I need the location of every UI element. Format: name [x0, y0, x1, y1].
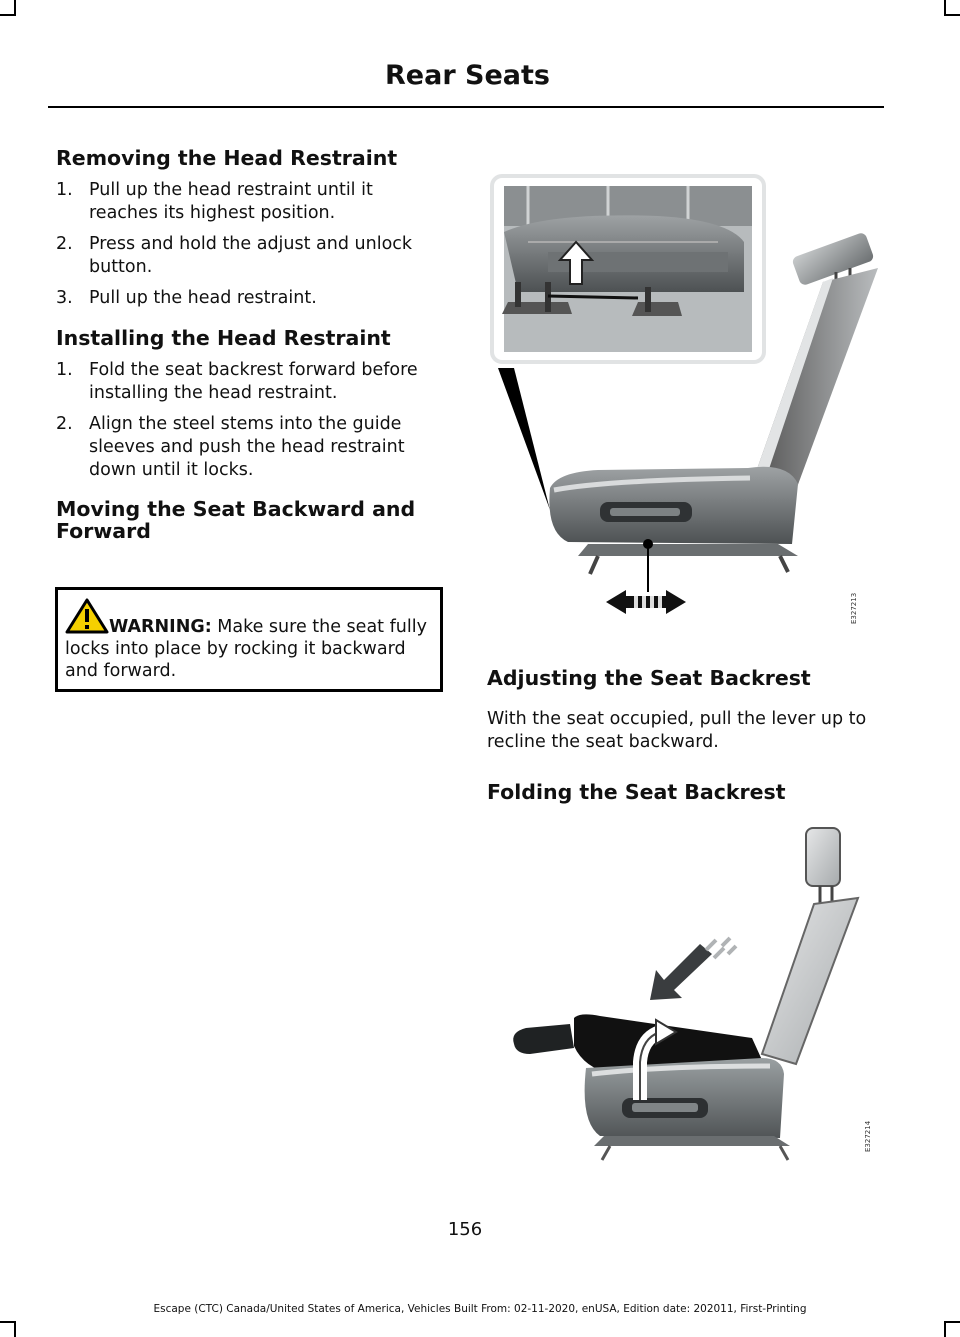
seat-fold-illustration — [500, 822, 890, 1167]
figure-code: E327214 — [864, 1120, 872, 1152]
warning-box — [55, 587, 443, 692]
warning-label: WARNING: — [109, 617, 212, 637]
crop-mark — [0, 1321, 16, 1323]
body-text: With the seat occupied, pull the lever up to recline the seat backward. — [487, 709, 867, 752]
list-item — [56, 359, 446, 405]
section-heading: Installing the Head Restraint — [56, 326, 391, 350]
page-title: Rear Seats — [385, 60, 550, 91]
step-list — [56, 179, 446, 310]
step-number: 2. — [56, 414, 73, 434]
warning-message: Make sure the seat fully locks into place by rocking it backward and forward. — [65, 617, 427, 681]
header-rule — [48, 106, 884, 108]
crop-mark — [944, 14, 960, 16]
step-number: 1. — [56, 360, 73, 380]
list-item — [56, 233, 446, 279]
section-heading: Removing the Head Restraint — [56, 146, 398, 170]
list-item — [56, 413, 446, 482]
step-text: Press and hold the adjust and unlock button. — [89, 234, 413, 277]
crop-mark — [944, 1321, 960, 1323]
footer-text: Escape (CTC) Canada/United States of America, Vehicles Built From: 02-11-2020, enUSA, Edition date: 202011, First-Printing — [153, 1303, 807, 1315]
step-number: 2. — [56, 234, 73, 254]
step-text: Fold the seat backrest forward before installing the head restraint. — [89, 360, 418, 403]
section-heading: Moving the Seat Backward and Forward — [56, 497, 416, 543]
step-list — [56, 359, 446, 482]
list-item — [56, 179, 446, 225]
seat-slide-illustration — [488, 172, 888, 632]
figure-code: E327213 — [850, 592, 858, 624]
crop-mark — [0, 14, 16, 16]
step-text: Pull up the head restraint until it reaches its highest position. — [89, 180, 373, 223]
step-number: 1. — [56, 180, 73, 200]
section-heading: Folding the Seat Backrest — [487, 780, 786, 804]
left-column — [56, 146, 446, 542]
step-text: Align the steel stems into the guide sleeves and push the head restraint down until it locks. — [89, 414, 405, 480]
page-number: 156 — [447, 1219, 483, 1240]
step-number: 3. — [56, 288, 73, 308]
step-text: Pull up the head restraint. — [89, 288, 317, 308]
crop-mark — [944, 1321, 946, 1337]
list-item — [56, 287, 446, 310]
crop-mark — [14, 1321, 16, 1337]
section-heading: Adjusting the Seat Backrest — [487, 666, 811, 690]
warning-text — [65, 616, 437, 682]
